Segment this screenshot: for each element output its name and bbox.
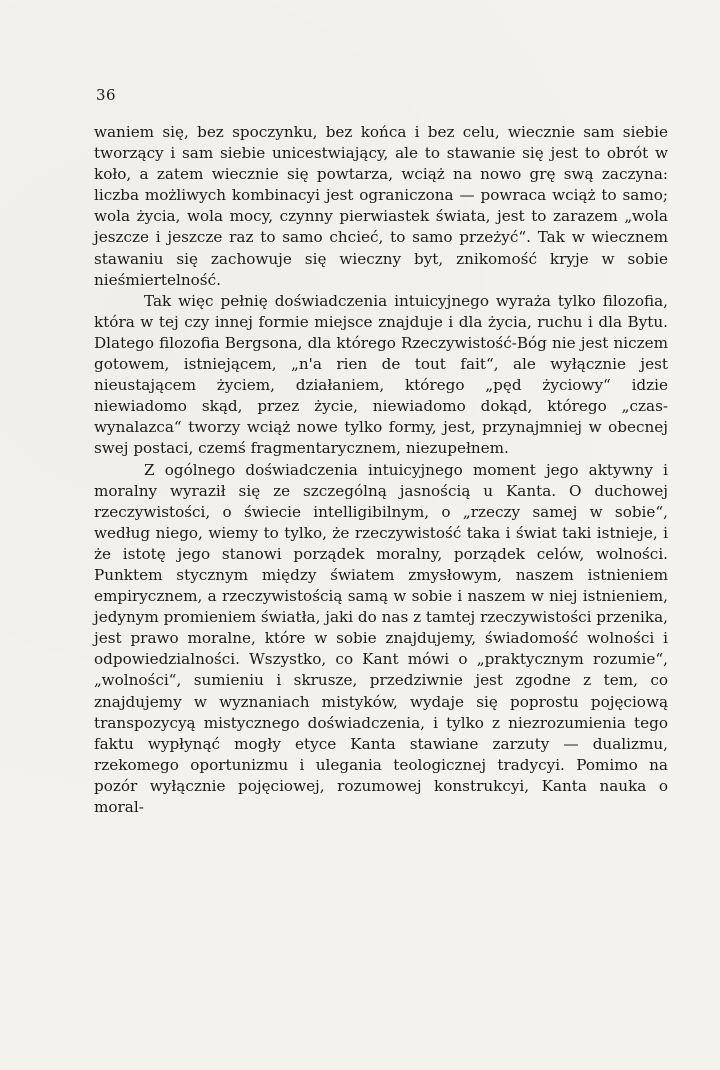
paragraph-2: Tak więc pełnię doświadczenia intuicyjnego wyraża tylko filozofia, która w tej czy innej formie miejsce znajduje i dla życia, ruchu i dla Bytu. Dlatego filozofia Bergsona, dla którego Rzeczywistość-Bóg nie jest niczem gotowem, istniejącem, „n'a rien de tout fait“, ale wyłącznie jest nieustającem życiem, działaniem, którego „pęd życiowy“ idzie niewiadomo skąd, przez życie, niewiadomo dokąd, którego „czas-wynalazca“ tworzy wciąż nowe tylko formy, jest, przynajmniej w obecnej swej postaci, czemś fragmentarycznem, niezupełnem.	[94, 291, 668, 458]
body-text	[94, 122, 668, 818]
paragraph-1: waniem się, bez spoczynku, bez końca i bez celu, wiecznie sam siebie tworzący i sam siebie unicestwiający, ale to stawanie się jest to obrót w koło, a zatem wiecznie się powtarza, wciąż na nowo grę swą zaczyna: liczba możliwych kombinacyi jest ograniczona — powraca wciąż to samo; wola życia, wola mocy, czynny pierwiastek świata, jest to zarazem „wola jeszcze i jeszcze raz to samo chcieć, to samo przeżyć“. Tak w wiecznem stawaniu się zachowuje się wieczny byt, znikomość kryje w sobie nieśmiertelność.	[94, 123, 668, 289]
paragraph-3: Z ogólnego doświadczenia intuicyjnego moment jego aktywny i moralny wyraził się ze szczególną jasnością u Kanta. O duchowej rzeczywistości, o świecie intelligibilnym, o „rzeczy samej w sobie“, według niego, wiemy to tylko, że rzeczywistość taka i świat taki istnieje, i że istotę jego stanowi porządek moralny, porządek celów, wolności. Punktem stycznym między światem zmysłowym, naszem istnieniem empirycznem, a rzeczywistością samą w sobie i naszem w niej istnieniem, jedynym promieniem światła, jaki do nas z tamtej rzeczywistości przenika, jest prawo moralne, które w sobie znajdujemy, świadomość wolności i odpowiedzialności. Wszystko, co Kant mówi o „praktycznym rozumie“, „wolności“, sumieniu i skrusze, przedziwnie jest zgodne z tem, co znajdujemy w wyznaniach mistyków, wydaje się poprostu pojęciową transpozycyą mistycznego doświadczenia, i tylko z niezrozumienia tego faktu wypłynąć mogły etyce Kanta stawiane zarzuty — dualizmu, rzekomego oportunizmu i ulegania teologicznej tradycyi. Pomimo na pozór wyłącznie pojęciowej, rozumowej konstrukcyi, Kanta nauka o moral-	[94, 460, 668, 816]
page-number: 36	[96, 86, 117, 104]
